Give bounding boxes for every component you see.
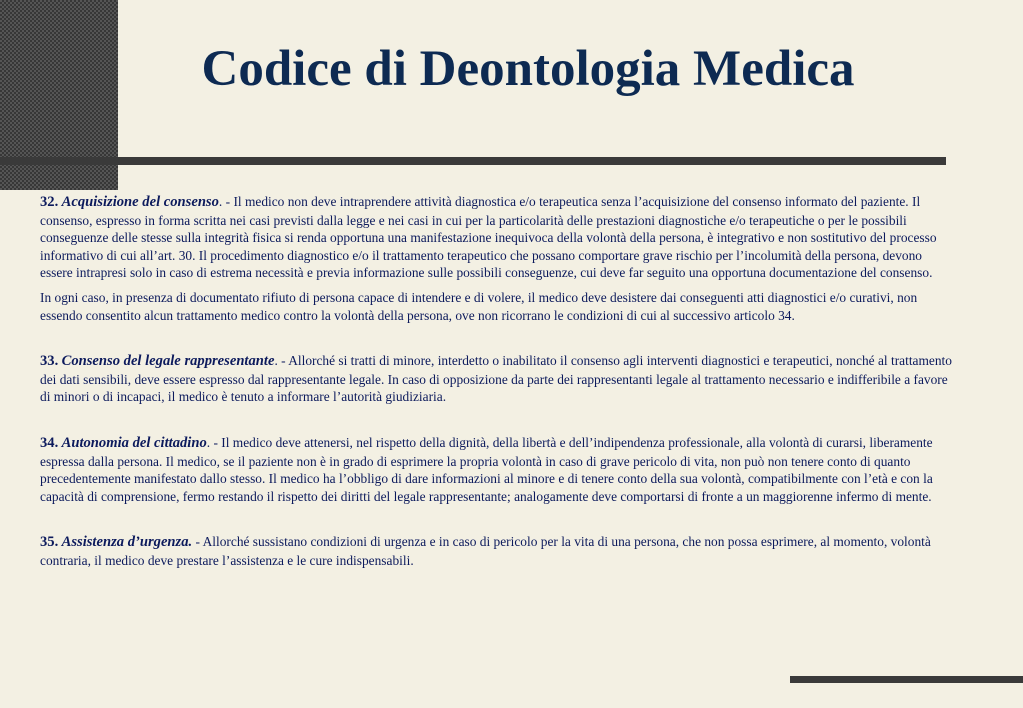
article-heading: Acquisizione del consenso [61, 194, 219, 210]
article-text: Allorché si tratti di minore, interdetto o inabilitato il consenso agli interventi diagnostici e terapeutici, nonché al trattamento dei dati sensibili, deve essere espresso dal rappresentante legale. In caso di opposizione da parte dei rappresentanti legale al trattamento necessario e indifferibile a favore di minori o di incapaci, il medico è tenuto a informare l’autorità giudiziaria. [40, 353, 952, 405]
page-title: Codice di Deontologia Medica [201, 41, 855, 97]
article-number: 33. [40, 353, 59, 370]
article-number: 32. [40, 194, 59, 210]
article-separator: . - [274, 353, 289, 369]
article-35 [40, 533, 952, 569]
article-number: 35. [40, 534, 59, 551]
article-body [40, 533, 952, 569]
article-extra-paragraph: In ogni caso, in presenza di documentato rifiuto di persona capace di intendere e di volere, il medico deve desistere dai conseguenti atti diagnostici e/o curativi, non essendo consentito alcun trattamento medico contro la volontà della persona, ove non ricorrano le condizioni di cui al successivo articolo 34. [40, 289, 918, 323]
article-list [40, 193, 952, 598]
article-separator: . - [218, 194, 234, 209]
article-body [40, 352, 952, 406]
top-divider-bar [0, 157, 946, 165]
article-separator: . - [206, 434, 222, 450]
article-body [40, 434, 952, 505]
article-separator: - [192, 534, 203, 550]
article-text: Il medico non deve intraprendere attività diagnostica e/o terapeutica senza l’acquisizione del consenso informato del paziente. Il consenso, espresso in forma scritta nei casi previsti dalla legge e nei casi in cui per la particolarità delle prestazioni diagnostiche e/o terapeutiche o per le possibili conseguenze delle stesse sulla integrità fisica si renda opportuna una manifestazione inequivoca della volontà della persona, è integrativo e non sostitutivo del processo informativo di cui all’art. 30. Il procedimento diagnostico e/o il trattamento terapeutico che possano comportare grave rischio per l’incolumità della persona, devono essere intrapresi solo in caso di estrema necessità e previa informazione sulle possibili conseguenze, cui deve far seguito una opportuna documentazione del consenso. [40, 194, 937, 281]
article-number: 34. [40, 434, 59, 451]
article-34 [40, 434, 952, 505]
article-text: Allorché sussistano condizioni di urgenza e in caso di pericolo per la vita di una persona, che non possa esprimere, al momento, volontà contraria, il medico deve prestare l’assistenza e le cure indispensabili. [40, 534, 931, 568]
bottom-divider-bar [790, 676, 1023, 683]
article-heading: Autonomia del cittadino [61, 434, 207, 451]
article-33 [40, 352, 952, 406]
article-heading: Assistenza d’urgenza. [61, 534, 193, 551]
article-32 [40, 193, 952, 324]
article-heading: Consenso del legale rappresentante [61, 353, 275, 370]
article-body [40, 193, 952, 282]
article-text: Il medico deve attenersi, nel rispetto della dignità, della libertà e dell’indipendenza professionale, alla volontà di curarsi, liberamente espressa dalla persona. Il medico, se il paziente non è in grado di esprimere la propria volontà in caso di grave pericolo di vita, non può non tenere conto di quanto precedentemente manifestato dallo stesso. Il medico ha l’obbligo di dare informazioni al minore e di tenere conto della sua volontà, compatibilmente con l’età e con la capacità di comprensione, fermo restando il rispetto dei diritti del legale rappresentante; analogamente deve comportarsi di fronte a un maggiorenne infermo di mente. [40, 434, 933, 504]
